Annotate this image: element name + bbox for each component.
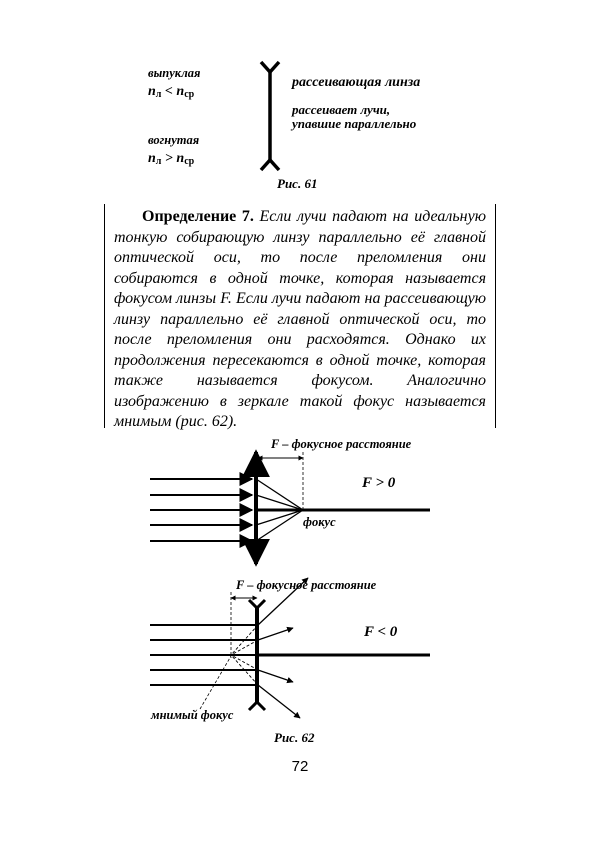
imaginary-focus-label: мнимый фокус xyxy=(151,708,234,722)
top-focal-distance-label: F – фокусное расстояние xyxy=(271,437,412,451)
focus-label: фокус xyxy=(303,515,336,529)
lens-desc-line1: рассеивает лучи, xyxy=(292,102,391,117)
definition-body: Если лучи падают на идеальную тонкую собирающую линзу параллельно её главной оптической оси, то после преломления они собираются в одной точке, которая называется фокусом линзы F. Если лучи падают на рассеивающую линзу параллельно её главной оптической оси, то после преломления они расходятся. Однако их продолжения пересекаются в одной точке, которая также называется фокусом. Аналогично изображению в зеркале такой фокус называется мнимым (рис. 62). xyxy=(114,208,486,430)
concave-formula: $n_л > n_{ср}$ xyxy=(148,151,195,167)
diverging-lens-symbol xyxy=(255,60,285,172)
page-number: 72 xyxy=(291,758,309,775)
concave-label: вогнутая xyxy=(148,133,200,147)
definition-head: Определение 7. xyxy=(142,208,254,225)
convex-formula: $n_л < n_{ср}$ xyxy=(148,84,195,100)
diverging-lens-diagram xyxy=(150,578,430,718)
fig61-caption: Рис. 61 xyxy=(277,176,318,191)
converging-lens-diagram xyxy=(150,452,430,564)
definition-text xyxy=(114,207,486,433)
bottom-sign-label: F < 0 xyxy=(364,624,398,640)
convex-label: выпуклая xyxy=(148,66,201,80)
lens-desc-line2: упавшие параллельно xyxy=(292,116,417,131)
bottom-focal-distance-label: F – фокусное расстояние xyxy=(236,578,377,592)
fig62-caption: Рис. 62 xyxy=(274,730,315,745)
top-sign-label: F > 0 xyxy=(362,475,396,491)
lens-name: рассеивающая линза xyxy=(292,75,421,90)
